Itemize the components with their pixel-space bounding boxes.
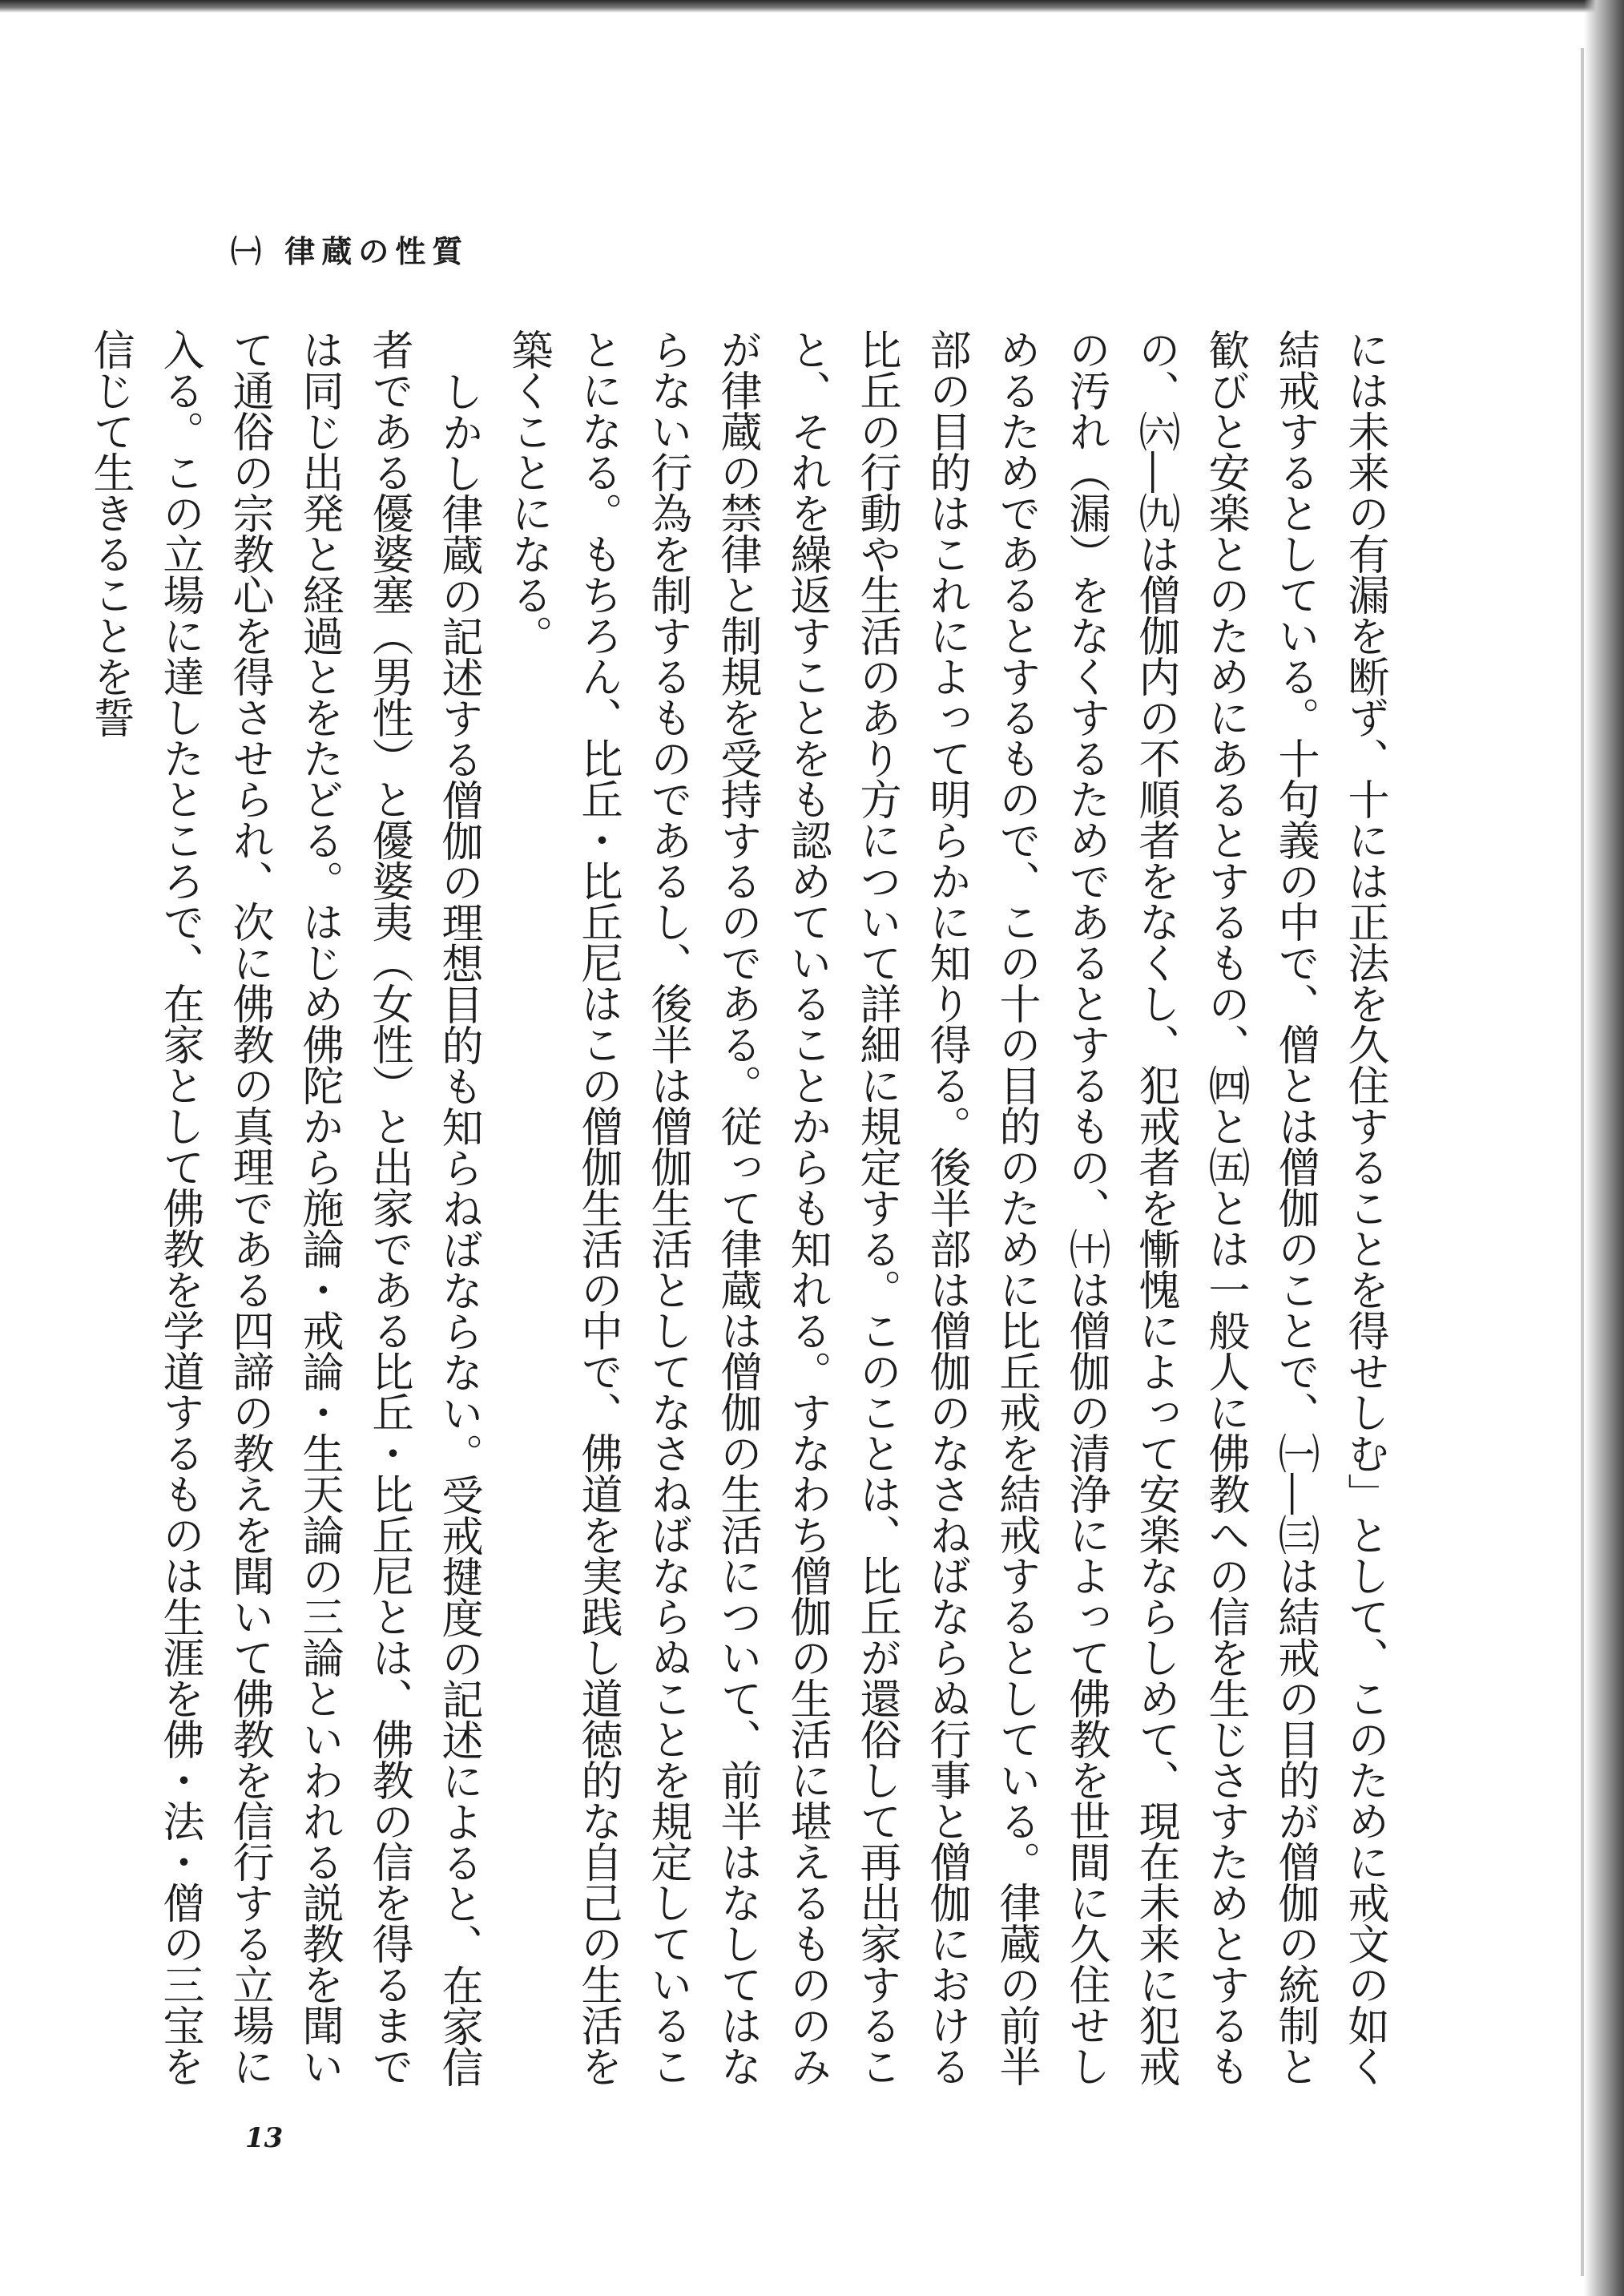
paragraph-2: しかし律蔵の記述する僧伽の理想目的も知らねばならない。受戒揵度の記述によると、在家信者である優婆塞（男性）と優婆夷（女性）と出家である比丘・比丘尼とは、佛教の信を得るまでは同じ出発と経過とをたどる。はじめ佛陀から施論・戒論・生天論の三論といわれる説教を聞いて通俗の宗教心を得させられ、次に佛教の真理である四諦の教えを聞いて佛教を信行する立場に入る。この立場に達したところで、在家として佛教を学道するものは生涯を佛・法・僧の三宝を信じて生きることを誓 bbox=[86, 329, 482, 2087]
scan-binding-edge bbox=[1584, 0, 1624, 2296]
vertical-text-body bbox=[86, 329, 1399, 2100]
scan-binding-line bbox=[1581, 48, 1584, 2276]
page-number: 13 bbox=[245, 2122, 284, 2154]
scan-top-edge bbox=[0, 0, 1624, 13]
section-heading: ㈠ 律蔵の性質 bbox=[231, 233, 469, 269]
paragraph-1: には未来の有漏を断ず、十には正法を久住することを得せしむ」として、このために戒文の如く結戒するとしている。十句義の中で、僧とは僧伽のことで、㈠―㈢は結戒の目的が僧伽の統制と歓びと安楽とのためにあるとするもの、㈣と㈤とは一般人に佛教への信を生じさすためとするもの、㈥―㈨は僧伽内の不順者をなくし、犯戒者を慚愧によって安楽ならしめて、現在未来に犯戒の汚れ（漏）をなくするためであるとするもの、㈩は僧伽の清浄によって佛教を世間に久住せしめるためであるとするもので、この十の目的のために比丘戒を結戒するとしている。律蔵の前半部の目的はこれによって明らかに知り得る。後半部は僧伽のなさねばならぬ行事と僧伽における比丘の行動や生活のあり方について詳細に規定する。このことは、比丘が還俗して再出家すること、それを繰返すことをも認めていることからも知れる。すなわち僧伽の生活に堪えるもののみが律蔵の禁律と制規を受持するのである。従って律蔵は僧伽の生活について、前半はなしてはならない行為を制するものであるし、後半は僧伽生活としてなさねばならぬことを規定していることになる。もちろん、比丘・比丘尼はこの僧伽生活の中で、佛道を実践し道徳的な自己の生活を築くことになる。 bbox=[504, 329, 1388, 2086]
